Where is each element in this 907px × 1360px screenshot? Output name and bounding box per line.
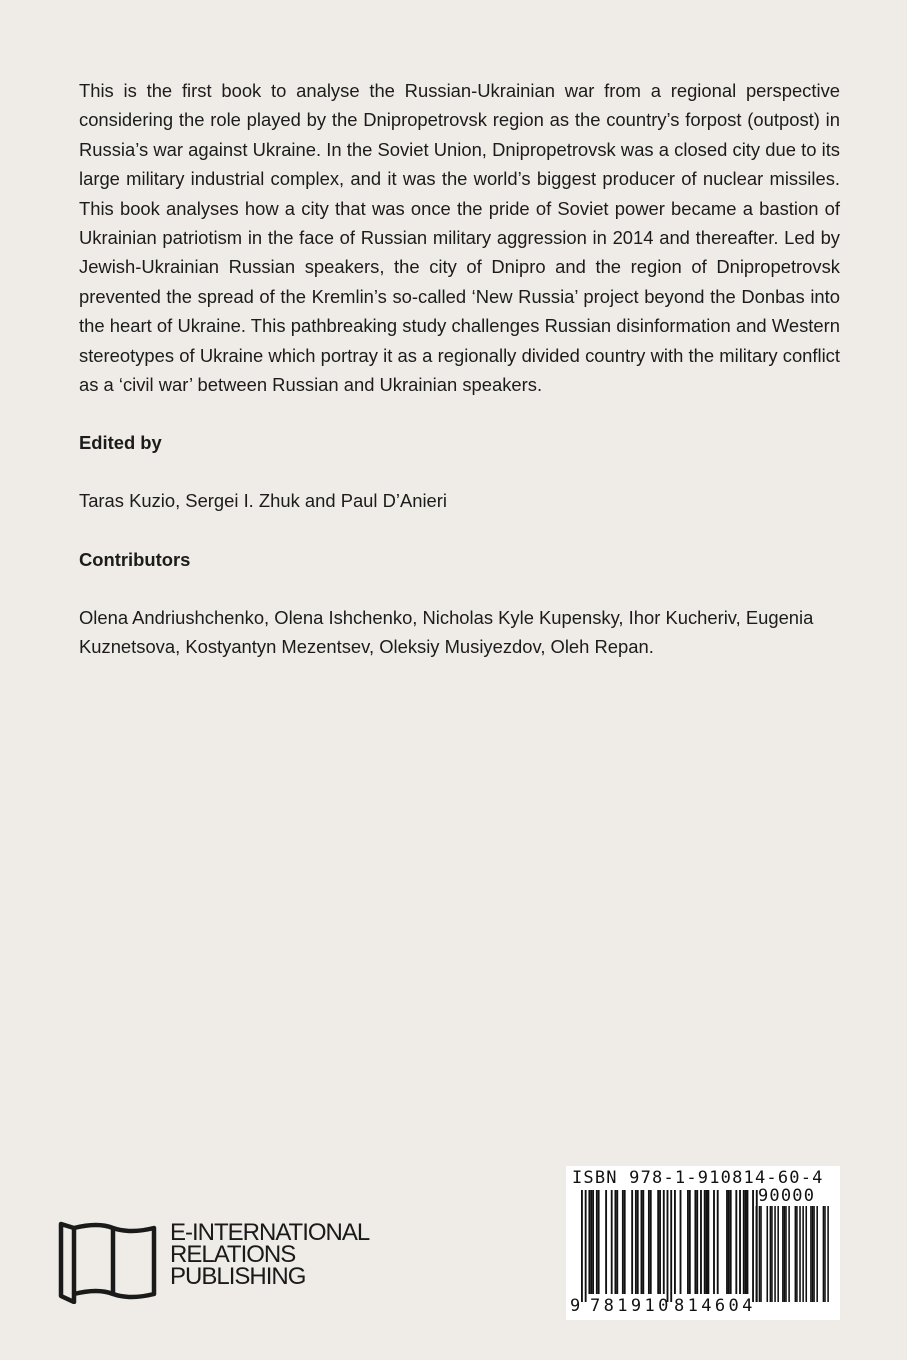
addon-bar — [824, 1206, 826, 1302]
isbn-label: ISBN 978-1-910814-60-4 — [572, 1168, 824, 1188]
addon-bar — [795, 1206, 797, 1302]
addon-bar — [816, 1206, 818, 1302]
addon-bar — [771, 1206, 773, 1302]
barcode-bar — [590, 1190, 592, 1294]
contributor-names-line-1: Olena Andriushchenko, Olena Ishchenko, Nicholas Kyle Kupensky, Ihor Kucheriv, Eugenia — [79, 607, 814, 628]
barcode-bar — [717, 1190, 719, 1294]
barcode-bar — [730, 1190, 732, 1294]
barcode-bar — [631, 1190, 633, 1294]
addon-bar — [770, 1206, 772, 1302]
edited-by-heading: Edited by — [79, 432, 162, 453]
publisher-name-line-1: E-INTERNATIONAL — [170, 1219, 370, 1246]
barcode-bar — [659, 1190, 661, 1294]
barcode-bar — [680, 1190, 682, 1294]
barcode-bar — [667, 1190, 669, 1302]
contributors-heading: Contributors — [79, 549, 191, 570]
publisher-name-line-3: PUBLISHING — [170, 1263, 306, 1290]
addon-bar — [788, 1206, 790, 1302]
ean-right-digits: 814604 — [674, 1296, 756, 1316]
contributor-names — [79, 603, 859, 662]
barcode-bar — [648, 1190, 650, 1294]
barcode-bar — [713, 1190, 715, 1294]
addon-bar — [766, 1206, 768, 1302]
barcode-bar — [641, 1190, 643, 1294]
barcode-bar — [605, 1190, 607, 1294]
addon-bar — [777, 1206, 779, 1302]
addon-bar — [813, 1206, 815, 1302]
barcode-bar — [726, 1190, 728, 1294]
back-cover-blurb: This is the first book to analyse the Russian-Ukrainian war from a regional perspective considering the role played by the Dnipropetrovsk region as the country’s forpost (outpost) in Russia’s war against Ukraine. In the Soviet Union, Dnipropetrovsk was a closed city due to its large military industrial complex, and it was the world’s biggest producer of nuclear missiles. This book analyses how a city that was once the pride of Soviet power became a bastion of Ukrainian patriotism in the face of Russian military aggression in 2014 and thereafter. Led by Jewish-Ukrainian Russian speakers, the city of Dnipro and the region of Dnipropetrovsk prevented the spread of the Kremlin’s so-called ‘New Russia’ project beyond the Donbas into the heart of Ukraine. This pathbreaking study challenges Russian disinformation and Western stereotypes of Ukraine which portray it as a regionally divided country with the military conflict as a ‘civil war’ between Russian and Ukrainian speakers. — [79, 80, 840, 396]
contributor-names-line-2: Kuznetsova, Kostyantyn Mezentsev, Oleksiy Musiyezdov, Oleh Repan. — [79, 636, 654, 658]
open-book-icon — [58, 1220, 158, 1304]
barcode-bar — [752, 1190, 754, 1302]
barcode-bar — [616, 1190, 618, 1294]
barcode-bar — [739, 1190, 741, 1294]
barcode-bar — [635, 1190, 637, 1294]
barcode-bar — [596, 1190, 598, 1294]
addon-bar — [827, 1206, 829, 1302]
barcode-bar — [704, 1190, 706, 1294]
publisher-logo — [58, 1218, 378, 1308]
barcode-bar — [622, 1190, 624, 1294]
barcode-bar — [706, 1190, 708, 1294]
barcode-bar — [707, 1190, 709, 1294]
barcode-bar — [700, 1190, 702, 1294]
barcode-bar — [637, 1190, 639, 1294]
barcode-bar — [614, 1190, 616, 1294]
barcode-bar — [689, 1190, 691, 1294]
addon-bar — [759, 1206, 761, 1302]
publisher-name — [170, 1219, 370, 1290]
ean-left-digits: 781910 — [590, 1296, 672, 1316]
barcode-bar — [592, 1190, 594, 1294]
barcode-bar — [611, 1190, 613, 1294]
ean-first-digit: 9 — [570, 1296, 581, 1316]
barcode-bar — [745, 1190, 747, 1294]
barcode-bar — [581, 1190, 583, 1302]
barcode-bar — [642, 1190, 644, 1294]
barcode-bar — [663, 1190, 665, 1294]
barcode-bar — [657, 1190, 659, 1294]
barcode-bar — [588, 1190, 590, 1294]
addon-bar — [812, 1206, 814, 1302]
publisher-name-line-2: RELATIONS — [170, 1241, 296, 1268]
barcode-bar — [585, 1190, 587, 1302]
barcode-bar — [674, 1190, 676, 1294]
addon-bar — [784, 1206, 786, 1302]
addon-bar — [760, 1206, 762, 1302]
barcode-bar — [696, 1190, 698, 1294]
addon-bar — [802, 1206, 804, 1302]
barcode-bar — [747, 1190, 749, 1294]
barcode-bar — [728, 1190, 730, 1294]
addon-bar — [799, 1206, 801, 1302]
barcode-bar — [735, 1190, 737, 1294]
isbn-barcode — [566, 1166, 840, 1320]
addon-bar — [796, 1206, 798, 1302]
addon-bar — [823, 1206, 825, 1302]
editor-names: Taras Kuzio, Sergei I. Zhuk and Paul D’Anieri — [79, 490, 447, 511]
addon-bar — [810, 1206, 812, 1302]
barcode-bar — [694, 1190, 696, 1294]
addon-code: 90000 — [758, 1186, 816, 1206]
barcode-bar — [670, 1190, 672, 1302]
addon-bar — [782, 1206, 784, 1302]
barcode-bar — [598, 1190, 600, 1294]
barcode-bar — [650, 1190, 652, 1294]
addon-bar — [774, 1206, 776, 1302]
addon-bar — [805, 1206, 807, 1302]
barcode-bar — [687, 1190, 689, 1294]
addon-bar — [785, 1206, 787, 1302]
barcode-bar — [624, 1190, 626, 1294]
addon-bar — [756, 1206, 758, 1302]
barcode-bar — [743, 1190, 745, 1294]
